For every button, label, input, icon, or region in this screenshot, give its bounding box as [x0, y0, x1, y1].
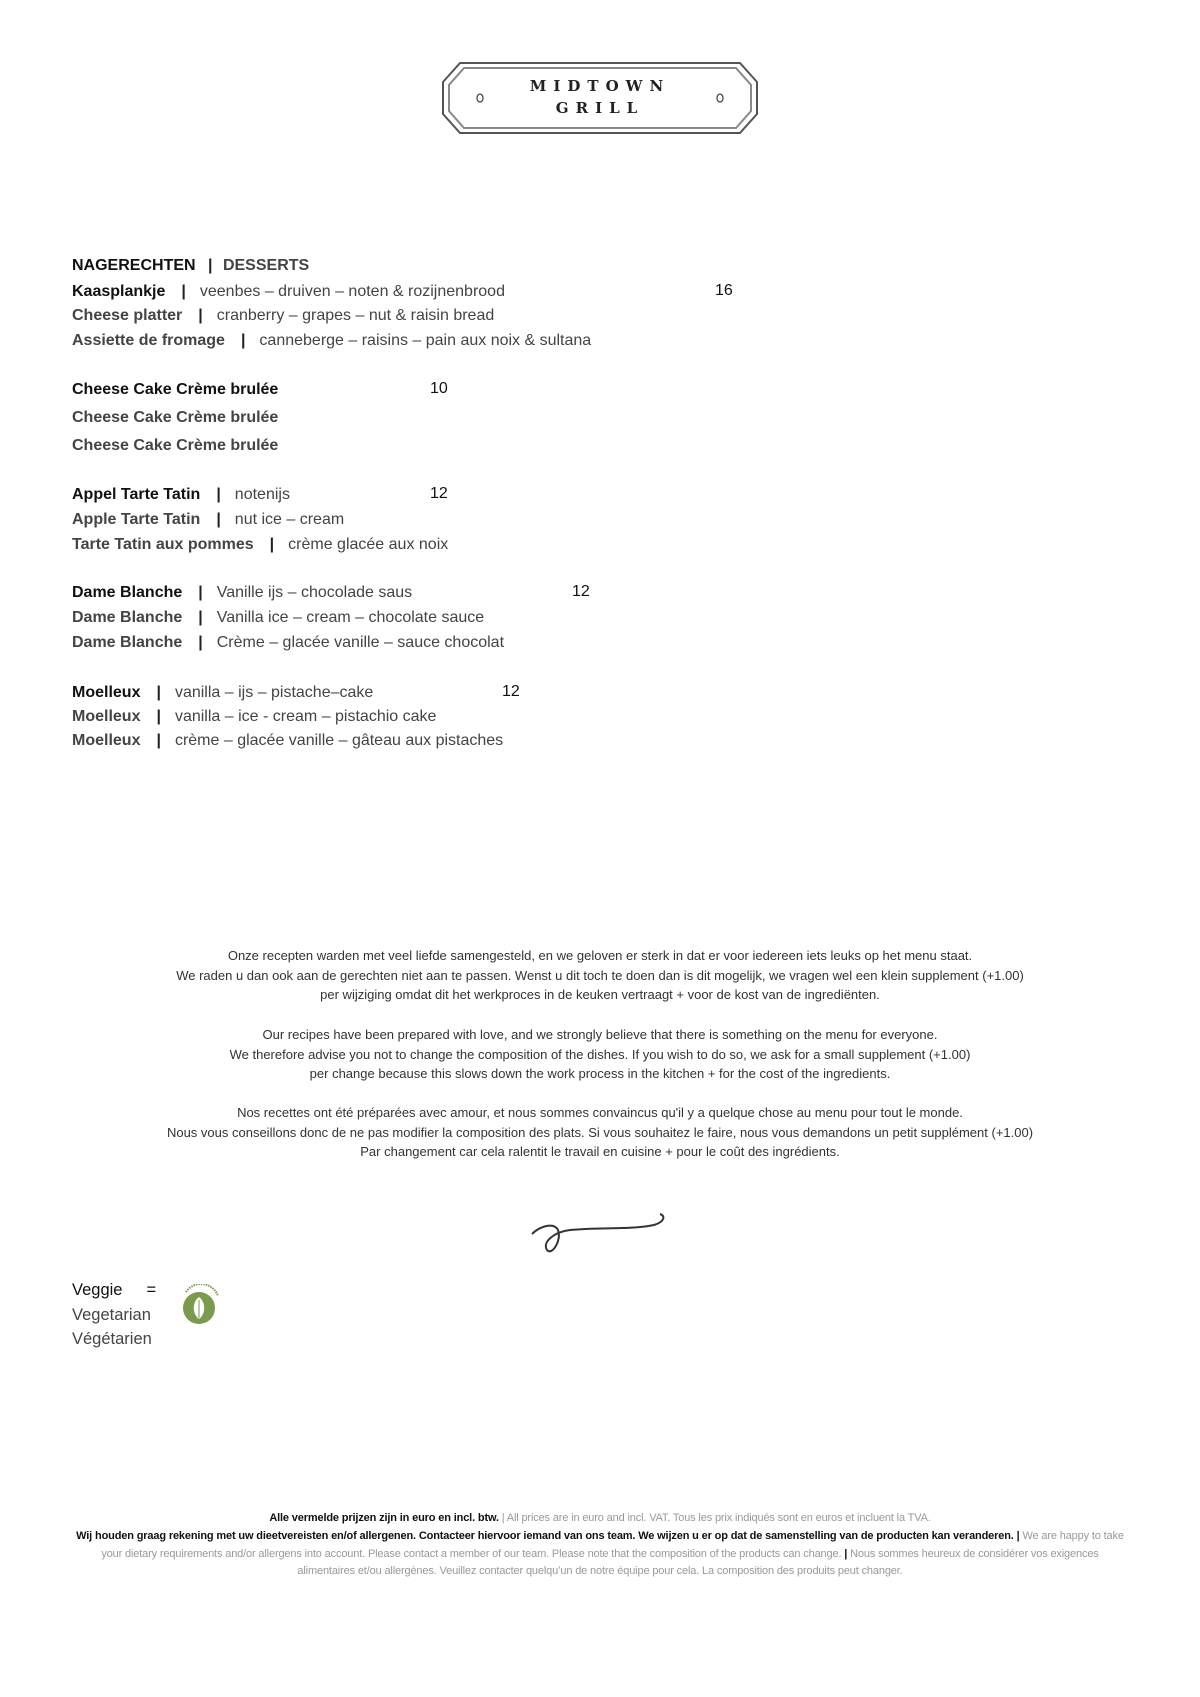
dish-line [72, 306, 494, 326]
dish-desc: crème glacée aux noix [288, 536, 449, 553]
dish-desc: notenijs [234, 486, 290, 503]
info-line: Our recipes have been prepared with love, and we strongly believe that there is something on the menu for everyone. [262, 1027, 938, 1042]
logo-line-1: MIDTOWN [529, 77, 671, 95]
dish-name: Moelleux [72, 732, 141, 749]
dish-price: 12 [502, 683, 520, 700]
dish-price: 16 [715, 282, 733, 299]
section-title [72, 256, 309, 276]
dish-line [72, 380, 278, 400]
dish-desc: canneberge – raisins – pain aux noix & sultana [259, 332, 592, 349]
equals-sign: = [146, 1281, 157, 1299]
footer-allergens [75, 1528, 1125, 1581]
dish-name: Assiette de fromage [72, 332, 225, 349]
vegetarian-leaf-icon [180, 1284, 226, 1326]
dish-line [72, 583, 412, 603]
swirl-ornament-icon [530, 1208, 670, 1260]
dish-line [72, 683, 373, 703]
info-en [0, 1025, 1200, 1084]
dish-price: 12 [430, 485, 448, 502]
dish-desc: nut ice – cream [234, 511, 345, 528]
info-line: We raden u dan ook aan de gerechten niet aan te passen. Wenst u dit toch te doen dan is dit mogelijk, we vragen wel een klein supplement (+1.00) [176, 967, 1024, 983]
allergens-fr: Nous sommes heureux de considérer vos exigences alimentaires et/ou allergènes. Veuillez contacter quelqu’un de notre équipe pour cela. La composition des produits peut changer. [297, 1547, 1099, 1577]
separator: | [156, 732, 161, 749]
info-fr [0, 1103, 1200, 1162]
allergens-en: We are happy to take your dietary requirements and/or allergens into account. Please contact a member of our team. Please note that the composition of the products can change. [101, 1530, 1124, 1560]
dish-price: 10 [430, 380, 448, 397]
dish-line [72, 535, 448, 555]
dish-line [72, 331, 591, 351]
veggie-legend [72, 1278, 156, 1352]
info-line: Nos recettes ont été préparées avec amour, et nous sommes convaincus qu'il y a quelque chose au menu pour tout le monde. [237, 1105, 963, 1120]
dish-name: Moelleux [72, 684, 141, 701]
separator: | [156, 684, 161, 701]
dish-name: Kaasplankje [72, 283, 166, 300]
dish-name: Cheese platter [72, 307, 183, 324]
dish-name: Cheese Cake Crème brulée [72, 409, 279, 426]
dish-desc: vanilla – ijs – pistache–cake [174, 684, 374, 701]
separator: | [198, 584, 203, 601]
dish-desc: Crème – glacée vanille – sauce chocolat [216, 634, 505, 651]
separator: | [844, 1547, 848, 1560]
separator: | [198, 307, 203, 324]
dish-name: Cheese Cake Crème brulée [72, 437, 279, 454]
separator: | [198, 634, 203, 651]
separator: | [156, 708, 161, 725]
dish-name: Dame Blanche [72, 609, 183, 626]
midtown-grill-logo [442, 62, 758, 134]
info-line: Onze recepten warden met veel liefde samengesteld, en we geloven er sterk in dat er voor iedereen iets leuks op het menu staat. [227, 948, 973, 963]
dish-desc: crème – glacée vanille – gâteau aux pistaches [174, 732, 504, 749]
info-line: per change because this slows down the work process in the kitchen + for the cost of the ingredients. [309, 1066, 891, 1082]
dish-desc: Vanilla ice – cream – chocolate sauce [216, 609, 485, 626]
info-line: Nous vous conseillons donc de ne pas modifier la composition des plats. Si vous souhaitez le faire, nous vous demandons un petit supplément (+1.00) [166, 1124, 1034, 1140]
logo-frame-icon [442, 62, 758, 134]
prices-nl: Alle vermelde prijzen zijn in euro en incl. btw. [269, 1512, 499, 1524]
info-line: We therefore advise you not to change the composition of the dishes. If you wish to do so, we ask for a small supplement (+1.00) [229, 1046, 971, 1062]
dish-name: Moelleux [72, 708, 141, 725]
dish-price: 12 [572, 583, 590, 600]
logo-line-2: GRILL [555, 99, 645, 117]
separator: | [181, 283, 186, 300]
dish-name: Tarte Tatin aux pommes [72, 536, 254, 553]
dish-name: Apple Tarte Tatin [72, 511, 201, 528]
separator: | [208, 257, 213, 274]
title-nl: NAGERECHTEN [72, 257, 196, 274]
vegetarian-fr: Végétarien [72, 1330, 152, 1348]
dish-line [72, 510, 344, 530]
allergens-nl: Wij houden graag rekening met uw dieetvereisten en/of allergenen. Contacteer hiervoor iemand van ons team. We wijzen u er op dat de samenstelling van de producten kan veranderen. | [76, 1530, 1020, 1542]
separator: | [216, 511, 221, 528]
info-line: per wijziging omdat dit het werkproces in de keuken vertraagt + voor de kost van de ingrediënten. [320, 987, 880, 1003]
info-line: Par changement car cela ralentit le travail en cuisine + pour le coût des ingrédients. [360, 1144, 840, 1160]
dish-line [72, 485, 290, 505]
dish-name: Appel Tarte Tatin [72, 486, 201, 503]
title-en: DESSERTS [222, 257, 310, 274]
vegetarian-en: Vegetarian [72, 1305, 151, 1324]
dish-name: Cheese Cake Crème brulée [72, 381, 279, 398]
dish-desc: cranberry – grapes – nut & raisin bread [216, 307, 495, 324]
prices-other: | All prices are in euro and incl. VAT. Tous les prix indiqués sont en euros et incluent la TVA. [501, 1512, 931, 1524]
dish-line [72, 282, 505, 302]
dish-desc: Vanille ijs – chocolade saus [216, 584, 413, 601]
separator: | [198, 609, 203, 626]
dish-line [72, 408, 278, 428]
dish-desc: vanilla – ice - cream – pistachio cake [174, 708, 437, 725]
veggie-label: Veggie [72, 1281, 123, 1299]
dish-desc: veenbes – druiven – noten & rozijnenbrood [199, 283, 505, 300]
info-nl [0, 946, 1200, 1005]
separator: | [269, 536, 275, 553]
dish-line [72, 436, 278, 456]
dish-line [72, 608, 484, 628]
dish-line [72, 707, 436, 727]
dish-line [72, 633, 504, 653]
dish-name: Dame Blanche [72, 584, 183, 601]
dish-name: Dame Blanche [72, 634, 183, 651]
dish-line [72, 731, 503, 751]
separator: | [240, 332, 246, 349]
footer-prices [75, 1510, 1125, 1528]
separator: | [216, 486, 221, 503]
